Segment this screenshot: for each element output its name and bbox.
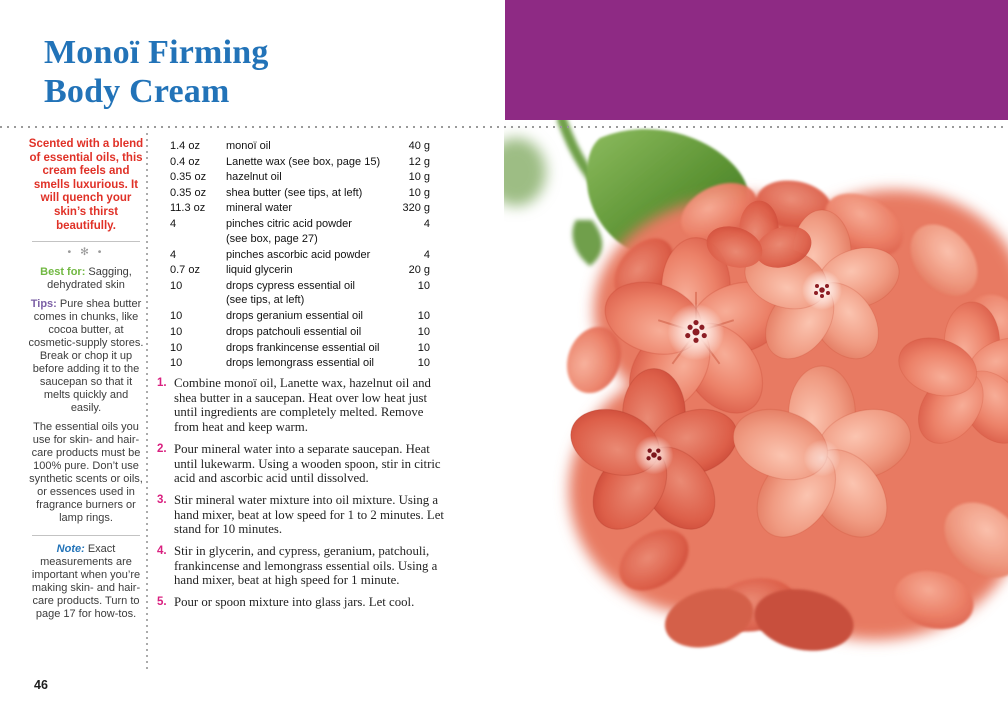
ingredient-oz-quantity: 0.35 oz [170,171,207,184]
tips-text: Pure shea butter comes in chunks, like cocoa butter, at cosmetic-supply stores. Break or chop it up before adding it to the saucepan so that it melts quickly and easily. [28,298,144,415]
ingredient-row [170,309,430,325]
ingredient-name-line1: hazelnut oil [226,171,282,184]
ingredient-name-line1: drops geranium essential oil [226,310,363,323]
ingredients-table [170,139,430,372]
vertical-dotted-divider [146,133,148,673]
ingredient-name [226,309,386,325]
ingredient-name [226,217,386,248]
ingredient-name [226,170,386,186]
step-text: Stir in glycerin, and cypress, geranium, patchouli, frankincense and lemongrass essential oils. Using a hand mixer, beat at high speed for 1 minute. [174,544,438,588]
ingredient-name [226,325,386,341]
ingredient-oz-quantity: 4 [170,248,177,261]
step-text: Stir mineral water mixture into oil mixture. Using a hand mixer, beat at low speed for 1 to 2 minutes. Let stand for 10 minutes. [174,492,444,537]
ingredient-name [226,155,386,171]
step-text: Combine monoï oil, Lanette wax, hazelnut oil and shea butter in a saucepan. Heat over low heat just until ingredients are completely melted. Remove from heat and keep warm. [174,376,431,435]
ingredient-row [170,279,430,310]
ingredient-oz-quantity: 0.35 oz [170,186,207,199]
ingredient-gram-quantity: 10 [417,325,430,338]
page-title-line2: Body Cream [44,73,230,110]
ingredient-name-line1: pinches ascorbic acid powder [226,248,371,261]
step-number: 2. [157,442,167,455]
ingredient-oz-quantity: 0.4 oz [170,155,200,168]
sidebar-intro-text: Scented with a blend of essential oils, this cream feels and smells luxurious. It will quench your skin’s thirst beautifully. [28,138,144,232]
ingredient-name [226,186,386,202]
purple-header-block [505,0,1008,120]
ingredient-row [170,155,430,171]
flower-ornament-icon: • ✻ • [67,246,105,259]
tips-paragraph [28,298,144,415]
instructions-list [157,376,451,617]
ingredient-oz-quantity: 10 [170,279,183,292]
best-for-paragraph [28,266,144,292]
ingredient-row [170,139,430,155]
note-text: Exact measurements are important when you’re making skin- and hair-care products. Turn to page 17 for how-tos. [31,543,141,621]
ingredient-oz-quantity: 10 [170,341,183,354]
page-title-line1: Monoï Firming [44,34,269,71]
horizontal-dotted-divider [0,126,1008,128]
ingredient-gram-quantity: 4 [423,217,430,230]
note-paragraph [28,543,144,621]
ingredient-name [226,263,386,279]
best-for-label: Best for: [40,266,86,279]
sidebar-divider [32,535,140,536]
page-number: 46 [34,678,48,692]
step-number: 5. [157,596,167,609]
geranium-flower-photo [504,120,1008,720]
ingredient-oz-quantity: 10 [170,357,183,370]
ingredient-name-line1: drops frankincense essential oil [226,341,380,354]
note-label: Note: [56,543,85,556]
ingredient-gram-quantity: 10 [417,341,430,354]
ingredient-gram-quantity: 320 g [402,202,430,215]
ingredient-gram-quantity: 10 [417,310,430,323]
sidebar-divider [32,241,140,242]
ingredient-name-line1: mineral water [226,202,293,215]
ingredient-name [226,356,386,372]
ingredient-name [226,201,386,217]
ingredient-gram-quantity: 10 g [408,186,430,199]
ingredient-name-line2: (see tips, at left) [226,294,305,307]
instruction-step [157,595,451,610]
ingredient-oz-quantity: 1.4 oz [170,140,200,152]
ingredient-gram-quantity: 10 g [408,171,430,184]
ingredient-gram-quantity: 12 g [408,155,430,168]
step-text: Pour mineral water into a separate saucepan. Heat until lukewarm. Using a wooden spoon, stir in citric acid and ascorbic acid until dissolved. [174,441,441,486]
ingredient-name [226,279,386,310]
ingredient-name [226,341,386,357]
ingredient-name-line1: drops lemongrass essential oil [226,357,374,370]
ingredient-name-line1: liquid glycerin [226,264,293,277]
ingredient-name-line1: drops patchouli essential oil [226,325,362,338]
tips-label: Tips: [30,298,57,311]
step-number: 3. [157,493,167,506]
ingredient-oz-quantity: 4 [170,217,177,230]
ingredient-name-line1: monoï oil [226,140,271,152]
ingredient-row [170,263,430,279]
sidebar [28,138,144,627]
ingredient-row [170,248,430,264]
instruction-step [157,493,451,537]
ingredient-row [170,186,430,202]
ingredient-row [170,217,430,248]
ingredient-gram-quantity: 10 [417,279,430,292]
ingredient-oz-quantity: 10 [170,325,183,338]
ingredient-name-line2: (see box, page 27) [226,232,318,245]
essential-oils-paragraph: The essential oils you use for skin- and hair-care products must be 100% pure. Don’t use synthetic scents or oils, or essences used in fragrance burners or lamp rings. [29,421,143,525]
ingredient-oz-quantity: 0.7 oz [170,264,200,277]
best-for-text: Sagging, dehydrated skin [47,266,132,292]
ingredient-row [170,170,430,186]
ingredient-gram-quantity: 4 [423,248,430,261]
ingredient-name [226,248,386,264]
ingredient-row [170,201,430,217]
step-number: 1. [157,377,167,389]
instruction-step [157,544,451,588]
ingredient-row [170,356,430,372]
ingredient-gram-quantity: 20 g [408,264,430,277]
step-text: Pour or spoon mixture into glass jars. Let cool. [174,595,415,610]
ingredient-oz-quantity: 11.3 oz [170,202,206,215]
ingredient-name-line1: Lanette wax (see box, page 15) [226,155,381,168]
instruction-step [157,376,451,435]
ingredient-gram-quantity: 40 g [408,140,430,152]
ingredient-row [170,325,430,341]
step-number: 4. [157,545,167,558]
ingredient-name [226,139,386,155]
page-title [44,33,269,111]
ingredient-name-line1: shea butter (see tips, at left) [226,186,363,199]
ingredient-row [170,341,430,357]
ingredient-gram-quantity: 10 [417,357,430,370]
ingredient-oz-quantity: 10 [170,310,183,323]
instruction-step [157,442,451,486]
ingredient-name-line1: pinches citric acid powder [226,217,352,230]
ingredient-name-line1: drops cypress essential oil [226,279,356,292]
